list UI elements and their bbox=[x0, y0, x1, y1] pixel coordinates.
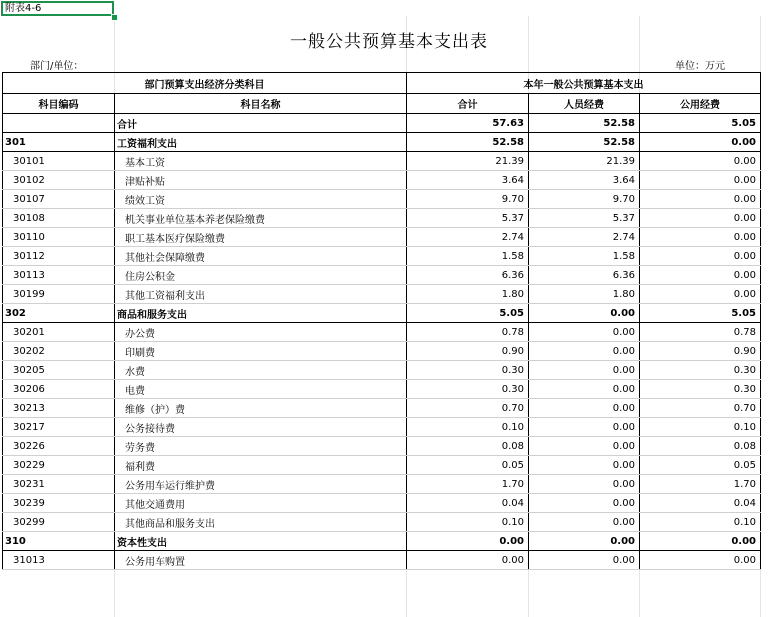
table-row bbox=[3, 399, 761, 418]
cell-code[interactable]: 30226 bbox=[3, 437, 115, 456]
table-row bbox=[3, 494, 761, 513]
table-row bbox=[3, 323, 761, 342]
cell-total[interactable]: 0.30 bbox=[407, 380, 529, 399]
cell-public[interactable]: 0.00 bbox=[640, 532, 761, 551]
cell-name[interactable]: 住房公积金 bbox=[115, 266, 407, 285]
cell-personnel[interactable]: 6.36 bbox=[529, 266, 640, 285]
cell-total[interactable]: 5.05 bbox=[407, 304, 529, 323]
cell-personnel[interactable]: 0.00 bbox=[529, 304, 640, 323]
cell-code[interactable]: 310 bbox=[3, 532, 115, 551]
table-row bbox=[3, 380, 761, 399]
cell-code[interactable] bbox=[3, 114, 115, 133]
cell-code[interactable]: 30206 bbox=[3, 380, 115, 399]
cell-total[interactable]: 0.00 bbox=[407, 532, 529, 551]
cell-public[interactable]: 0.00 bbox=[640, 171, 761, 190]
cell-total[interactable]: 0.10 bbox=[407, 418, 529, 437]
cell-personnel[interactable]: 0.00 bbox=[529, 342, 640, 361]
cell-personnel[interactable]: 0.00 bbox=[529, 437, 640, 456]
cell-total[interactable]: 0.90 bbox=[407, 342, 529, 361]
cell-public[interactable]: 0.10 bbox=[640, 418, 761, 437]
cell-personnel[interactable]: 9.70 bbox=[529, 190, 640, 209]
cell-personnel[interactable]: 0.00 bbox=[529, 399, 640, 418]
cell-public[interactable]: 0.78 bbox=[640, 323, 761, 342]
unit-label: 单位：万元 bbox=[675, 61, 725, 72]
cell-name[interactable]: 电费 bbox=[115, 380, 407, 399]
cell-name[interactable]: 职工基本医疗保险缴费 bbox=[115, 228, 407, 247]
cell-name[interactable]: 劳务费 bbox=[115, 437, 407, 456]
cell-code[interactable]: 30108 bbox=[3, 209, 115, 228]
cell-name[interactable]: 其他商品和服务支出 bbox=[115, 513, 407, 532]
table-row bbox=[3, 456, 761, 475]
cell-total[interactable]: 6.36 bbox=[407, 266, 529, 285]
cell-total[interactable]: 0.70 bbox=[407, 399, 529, 418]
cell-personnel[interactable]: 5.37 bbox=[529, 209, 640, 228]
cell-public[interactable]: 1.70 bbox=[640, 475, 761, 494]
cell-total[interactable]: 0.30 bbox=[407, 361, 529, 380]
cell-total[interactable]: 5.37 bbox=[407, 209, 529, 228]
cell-total[interactable]: 3.64 bbox=[407, 171, 529, 190]
cell-personnel[interactable]: 0.00 bbox=[529, 456, 640, 475]
table-row bbox=[3, 304, 761, 323]
cell-public[interactable]: 0.00 bbox=[640, 551, 761, 570]
cell-name[interactable]: 基本工资 bbox=[115, 152, 407, 171]
cell-personnel[interactable]: 21.39 bbox=[529, 152, 640, 171]
cell-name[interactable]: 绩效工资 bbox=[115, 190, 407, 209]
cell-code[interactable]: 30239 bbox=[3, 494, 115, 513]
cell-name[interactable]: 福利费 bbox=[115, 456, 407, 475]
header-personnel: 人员经费 bbox=[529, 94, 640, 114]
cell-name[interactable]: 公务用车购置 bbox=[115, 551, 407, 570]
cell-personnel[interactable]: 1.80 bbox=[529, 285, 640, 304]
cell-code[interactable]: 302 bbox=[3, 304, 115, 323]
cell-total[interactable]: 0.05 bbox=[407, 456, 529, 475]
cell-public[interactable]: 5.05 bbox=[640, 304, 761, 323]
budget-table bbox=[2, 72, 761, 570]
cell-public[interactable]: 0.10 bbox=[640, 513, 761, 532]
cell-public[interactable]: 0.00 bbox=[640, 266, 761, 285]
cell-total[interactable]: 0.78 bbox=[407, 323, 529, 342]
table-row bbox=[3, 209, 761, 228]
cell-total[interactable]: 52.58 bbox=[407, 133, 529, 152]
table-row bbox=[3, 228, 761, 247]
table-row bbox=[3, 190, 761, 209]
cell-code[interactable]: 30202 bbox=[3, 342, 115, 361]
table-row bbox=[3, 513, 761, 532]
table-row bbox=[3, 361, 761, 380]
cell-public[interactable]: 0.00 bbox=[640, 228, 761, 247]
table-row bbox=[3, 152, 761, 171]
cell-code[interactable]: 30213 bbox=[3, 399, 115, 418]
selected-cell[interactable]: 附表4-6 bbox=[1, 1, 114, 16]
cell-total[interactable]: 9.70 bbox=[407, 190, 529, 209]
cell-personnel[interactable]: 2.74 bbox=[529, 228, 640, 247]
cell-personnel[interactable]: 0.00 bbox=[529, 380, 640, 399]
table-row bbox=[3, 437, 761, 456]
header-group-left: 部门预算支出经济分类科目 bbox=[3, 73, 407, 94]
cell-public[interactable]: 0.00 bbox=[640, 285, 761, 304]
table-row bbox=[3, 532, 761, 551]
cell-name[interactable]: 机关事业单位基本养老保险缴费 bbox=[115, 209, 407, 228]
cell-name[interactable]: 办公费 bbox=[115, 323, 407, 342]
table-row bbox=[3, 133, 761, 152]
cell-personnel[interactable]: 52.58 bbox=[529, 133, 640, 152]
cell-public[interactable]: 0.70 bbox=[640, 399, 761, 418]
cell-personnel[interactable]: 0.00 bbox=[529, 361, 640, 380]
header-total: 合计 bbox=[407, 94, 529, 114]
cell-personnel[interactable]: 0.00 bbox=[529, 532, 640, 551]
cell-code[interactable]: 30110 bbox=[3, 228, 115, 247]
cell-public[interactable]: 0.00 bbox=[640, 209, 761, 228]
cell-code[interactable]: 30107 bbox=[3, 190, 115, 209]
header-code: 科目编码 bbox=[3, 94, 115, 114]
cell-public[interactable]: 5.05 bbox=[640, 114, 761, 133]
cell-public[interactable]: 0.00 bbox=[640, 190, 761, 209]
cell-code[interactable]: 30231 bbox=[3, 475, 115, 494]
cell-total[interactable]: 0.08 bbox=[407, 437, 529, 456]
header-group-right: 本年一般公共预算基本支出 bbox=[407, 73, 761, 94]
header-name: 科目名称 bbox=[115, 94, 407, 114]
cell-public[interactable]: 0.08 bbox=[640, 437, 761, 456]
cell-public[interactable]: 0.00 bbox=[640, 247, 761, 266]
cell-name[interactable]: 其他社会保障缴费 bbox=[115, 247, 407, 266]
cell-name[interactable]: 其他工资福利支出 bbox=[115, 285, 407, 304]
dept-label: 部门/单位： bbox=[30, 61, 84, 72]
cell-public[interactable]: 0.90 bbox=[640, 342, 761, 361]
cell-personnel[interactable]: 0.00 bbox=[529, 475, 640, 494]
cell-code[interactable]: 30112 bbox=[3, 247, 115, 266]
cell-total[interactable]: 1.70 bbox=[407, 475, 529, 494]
header-public: 公用经费 bbox=[640, 94, 761, 114]
cell-name[interactable]: 维修（护）费 bbox=[115, 399, 407, 418]
cell-public[interactable]: 0.00 bbox=[640, 133, 761, 152]
cell-personnel[interactable]: 0.00 bbox=[529, 513, 640, 532]
table-row bbox=[3, 114, 761, 133]
cell-code[interactable]: 30201 bbox=[3, 323, 115, 342]
cell-personnel[interactable]: 3.64 bbox=[529, 171, 640, 190]
cell-total[interactable]: 21.39 bbox=[407, 152, 529, 171]
cell-total[interactable]: 2.74 bbox=[407, 228, 529, 247]
cell-personnel[interactable]: 0.00 bbox=[529, 418, 640, 437]
cell-public[interactable]: 0.30 bbox=[640, 380, 761, 399]
table-row bbox=[3, 171, 761, 190]
cell-code[interactable]: 31013 bbox=[3, 551, 115, 570]
cell-total[interactable]: 0.00 bbox=[407, 551, 529, 570]
cell-personnel[interactable]: 0.00 bbox=[529, 494, 640, 513]
cell-total[interactable]: 0.04 bbox=[407, 494, 529, 513]
table-row bbox=[3, 342, 761, 361]
table-row bbox=[3, 418, 761, 437]
cell-code[interactable]: 30199 bbox=[3, 285, 115, 304]
cell-total[interactable]: 1.58 bbox=[407, 247, 529, 266]
fill-handle[interactable] bbox=[111, 14, 118, 21]
cell-code[interactable]: 30217 bbox=[3, 418, 115, 437]
cell-name[interactable]: 商品和服务支出 bbox=[115, 304, 407, 323]
cell-total[interactable]: 0.10 bbox=[407, 513, 529, 532]
cell-public[interactable]: 0.00 bbox=[640, 152, 761, 171]
cell-code[interactable]: 30205 bbox=[3, 361, 115, 380]
cell-public[interactable]: 0.30 bbox=[640, 361, 761, 380]
cell-name[interactable]: 资本性支出 bbox=[115, 532, 407, 551]
table-row bbox=[3, 475, 761, 494]
cell-total[interactable]: 57.63 bbox=[407, 114, 529, 133]
cell-code[interactable]: 30101 bbox=[3, 152, 115, 171]
cell-personnel[interactable]: 1.58 bbox=[529, 247, 640, 266]
cell-total[interactable]: 1.80 bbox=[407, 285, 529, 304]
cell-code[interactable]: 30113 bbox=[3, 266, 115, 285]
cell-name[interactable]: 印刷费 bbox=[115, 342, 407, 361]
cell-code[interactable]: 30102 bbox=[3, 171, 115, 190]
table-row bbox=[3, 285, 761, 304]
table-row bbox=[3, 247, 761, 266]
cell-code[interactable]: 30299 bbox=[3, 513, 115, 532]
cell-name[interactable]: 其他交通费用 bbox=[115, 494, 407, 513]
table-row bbox=[3, 551, 761, 570]
cell-personnel[interactable]: 0.00 bbox=[529, 323, 640, 342]
cell-name[interactable]: 公务用车运行维护费 bbox=[115, 475, 407, 494]
page-title: 一般公共预算基本支出表 bbox=[290, 32, 488, 52]
cell-personnel[interactable]: 52.58 bbox=[529, 114, 640, 133]
cell-public[interactable]: 0.05 bbox=[640, 456, 761, 475]
cell-name[interactable]: 水费 bbox=[115, 361, 407, 380]
cell-name[interactable]: 工资福利支出 bbox=[115, 133, 407, 152]
cell-personnel[interactable]: 0.00 bbox=[529, 551, 640, 570]
cell-public[interactable]: 0.04 bbox=[640, 494, 761, 513]
cell-name[interactable]: 合计 bbox=[115, 114, 407, 133]
table-row bbox=[3, 266, 761, 285]
cell-code[interactable]: 30229 bbox=[3, 456, 115, 475]
cell-name[interactable]: 津贴补贴 bbox=[115, 171, 407, 190]
cell-code[interactable]: 301 bbox=[3, 133, 115, 152]
cell-name[interactable]: 公务接待费 bbox=[115, 418, 407, 437]
